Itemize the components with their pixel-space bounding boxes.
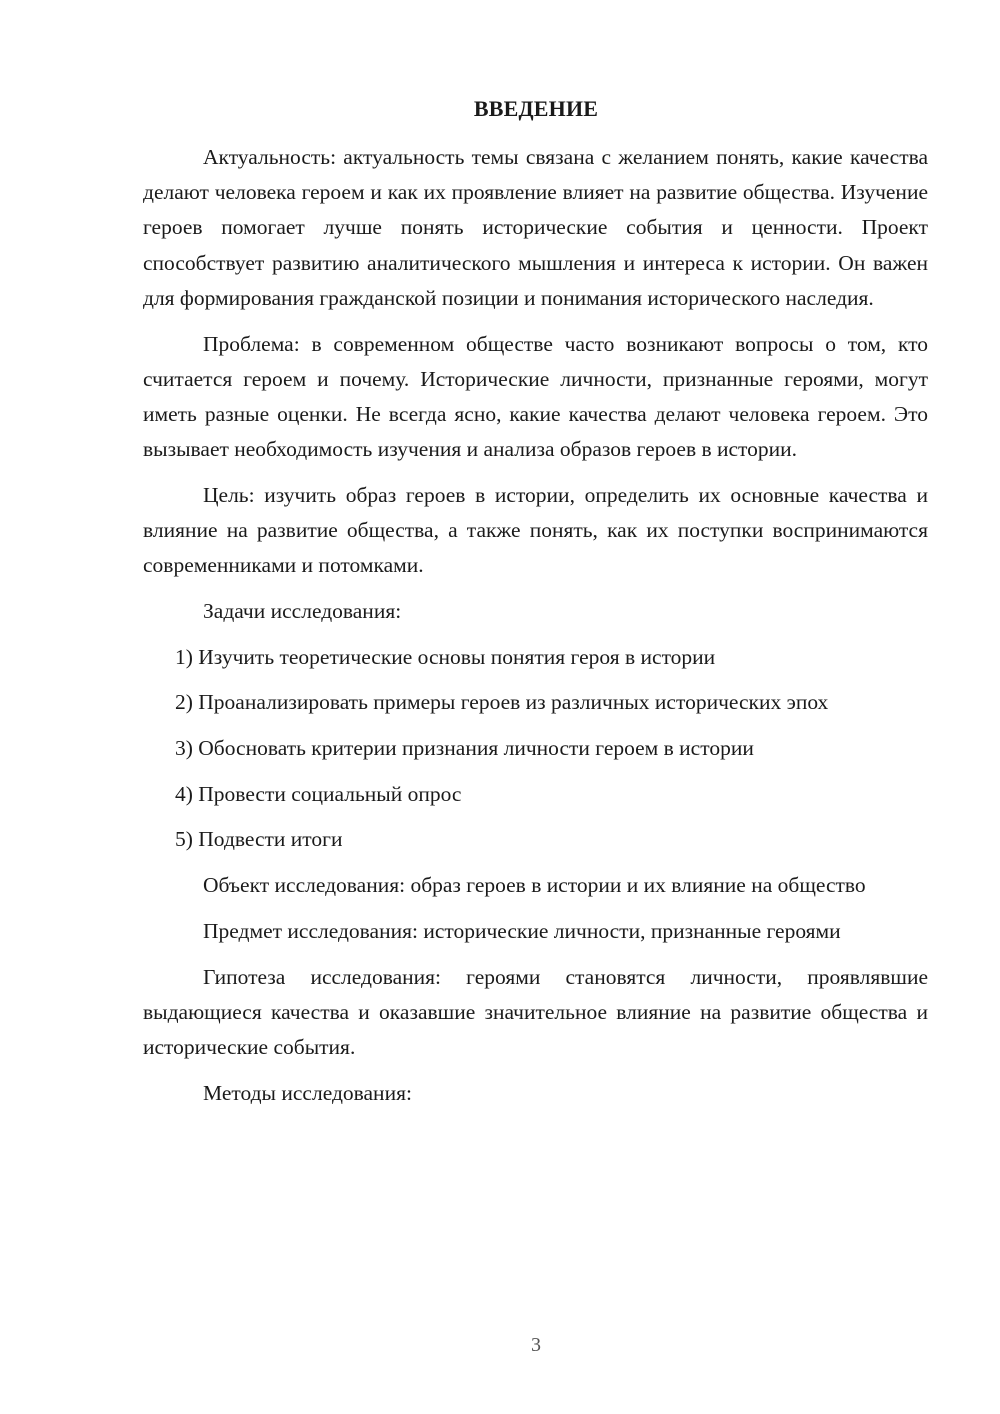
paragraph-object: Объект исследования: образ героев в истории и их влияние на общество [203,873,866,898]
page-number: 3 [531,1334,541,1356]
paragraph-goal: Цель: изучить образ героев в истории, определить их основные качества и влияние на развитие общества, а также понять, как их поступки воспринимаются современниками и потомками. [143,482,928,578]
section-title: ВВЕДЕНИЕ [473,96,599,121]
paragraph-hypothesis: Гипотеза исследования: героями становятся личности, проявлявшие выдающиеся качества и оказавшие значительное влияние на развитие общества и исторические события. [143,964,928,1059]
task-item: 4) Провести социальный опрос [175,781,462,806]
paragraph-subject: Предмет исследования: исторические личности, признанные героями [203,918,841,943]
paragraph-relevance: Актуальность: актуальность темы связана с желанием понять, какие качества делают человека героем и как их проявление влияет на развитие общества. Изучение героев помогает лучше понять исторические события и ценности. Проект способствует развитию аналитического мышления и интереса к истории. Он важен для формирования гражданской позиции и понимания исторического наследия. [143,145,928,310]
paragraph-problem: Проблема: в современном обществе часто возникают вопросы о том, кто считается героем и почему. Исторические личности, признанные героями, могут иметь разные оценки. Не всегда ясно, какие качества делают человека героем. Это вызывает необходимость изучения и анализа образов героев в истории. [143,331,928,462]
paragraph-tasks-heading: Задачи исследования: [203,598,402,623]
body-text [143,140,928,1111]
task-item: 5) Подвести итоги [175,827,343,852]
paragraph-methods: Методы исследования: [203,1080,412,1105]
task-item: 1) Изучить теоретические основы понятия героя в истории [175,644,716,669]
task-item: 2) Проанализировать примеры героев из различных исторических эпох [175,690,829,715]
task-item: 3) Обосновать критерии признания личности героем в истории [175,736,754,761]
